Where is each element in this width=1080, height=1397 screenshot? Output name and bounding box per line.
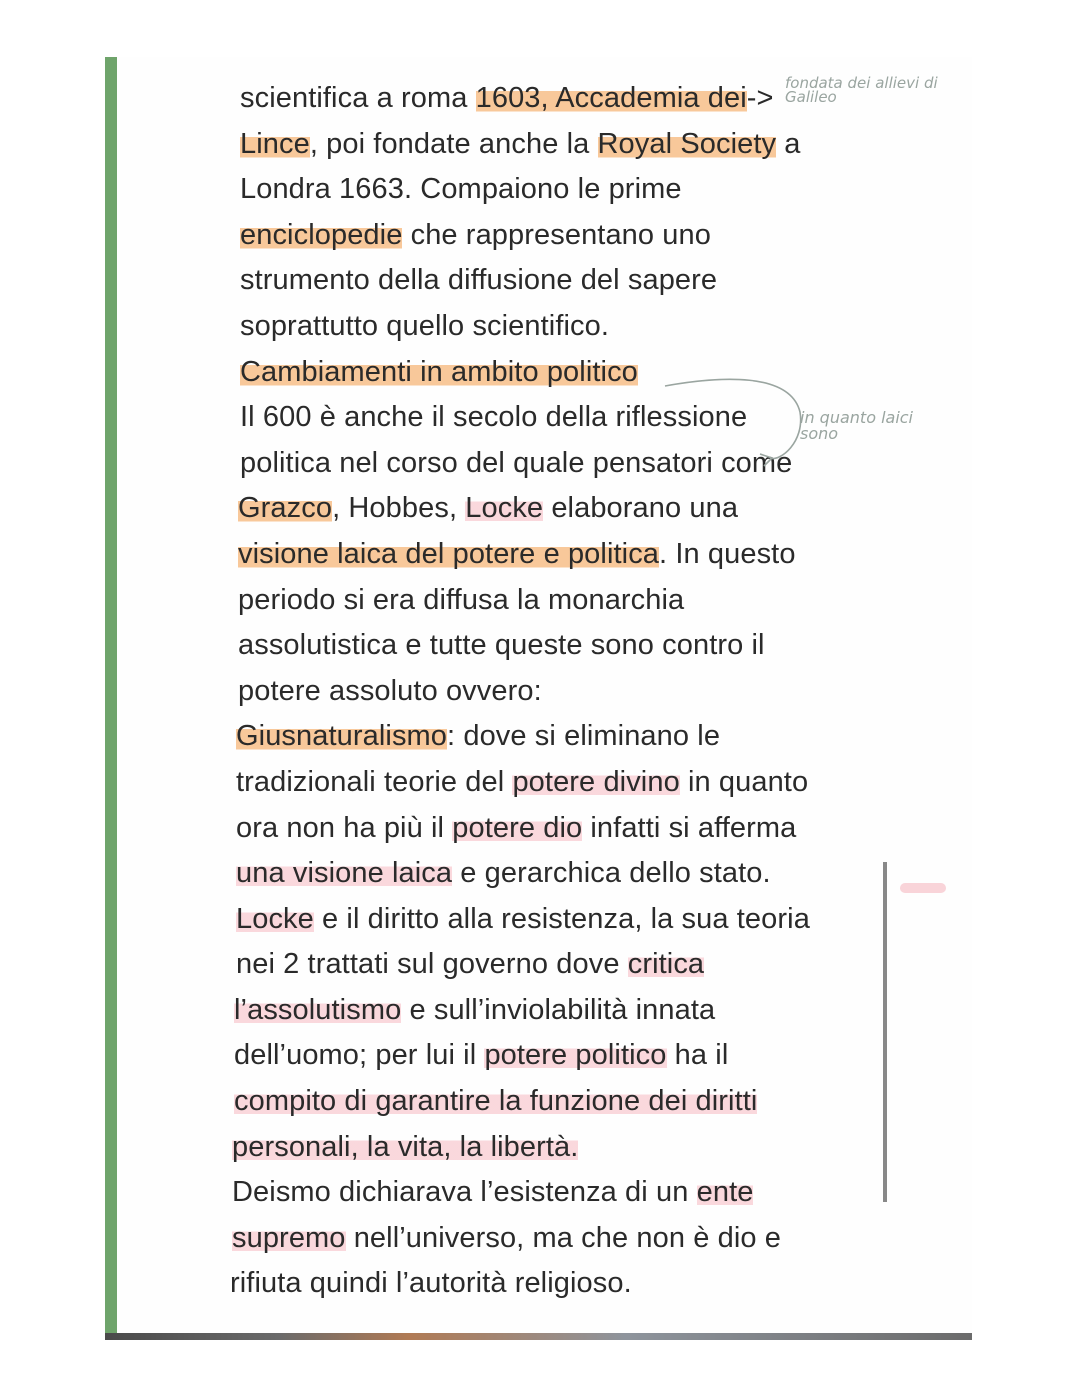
text-line: [234, 1079, 870, 1125]
text-segment: ->: [746, 82, 774, 114]
text-segment: infatti si afferma: [582, 811, 797, 844]
text-line: [240, 76, 870, 122]
text-line: [236, 851, 870, 897]
text-segment: . In questo: [659, 537, 796, 570]
text-segment: politica nel corso del quale pensatori come: [240, 446, 793, 479]
text-segment: e il diritto alla resistenza, la sua teoria: [313, 902, 810, 935]
highlighted-text: l’assolutismo: [234, 993, 402, 1026]
text-segment: strumento della diffusione del sapere: [240, 264, 718, 297]
margin-pink-mark: [900, 883, 946, 893]
text-segment: ora non ha più il: [236, 811, 453, 844]
text-segment: nei 2 trattati sul governo dove: [236, 948, 628, 981]
text-line: [232, 1170, 870, 1216]
text-line: [236, 942, 870, 988]
highlighted-text: supremo: [232, 1221, 346, 1254]
highlighted-text: 1603, Accademia dei: [475, 82, 747, 114]
highlighted-text: ente: [696, 1176, 754, 1209]
text-line: [234, 1033, 870, 1079]
text-line: [240, 122, 870, 168]
text-segment: che rappresentano uno: [402, 218, 711, 251]
highlighted-text: potere divino: [512, 765, 680, 798]
text-segment: , poi fondate anche la: [309, 127, 598, 160]
text-line: [240, 213, 870, 259]
text-segment: nell’universo, ma che non è dio e: [345, 1221, 781, 1254]
text-segment: Deismo dichiarava l’esistenza di un: [232, 1176, 697, 1209]
text-segment: dell’uomo; per lui il: [234, 1039, 485, 1072]
text-line: [232, 1125, 870, 1171]
text-line: [238, 623, 870, 669]
highlighted-text: Giusnaturalismo: [236, 720, 448, 753]
text-line: [240, 167, 870, 213]
handwritten-note-academy: fondata dei allievi di Galileo: [785, 74, 938, 106]
text-segment: in quanto: [679, 765, 809, 798]
text-line: [238, 578, 870, 624]
highlighted-text: critica: [627, 948, 705, 981]
highlighted-text: Locke: [465, 492, 544, 525]
highlighted-text: personali, la vita, la libertà.: [232, 1130, 579, 1163]
highlighted-text: visione laica del potere e politica: [238, 537, 660, 570]
highlighted-text: Locke: [236, 902, 314, 935]
text-segment: Londra 1663. Compaiono le prime: [240, 173, 682, 206]
text-line: [240, 304, 870, 350]
highlighted-text: potere politico: [484, 1039, 667, 1072]
text-line: [240, 258, 870, 304]
text-line: [232, 1216, 870, 1262]
text-segment: : dove si eliminano le: [447, 720, 721, 753]
text-segment: Il 600 è anche il secolo della riflessione: [240, 401, 748, 434]
note-text: [230, 76, 870, 1307]
text-line: [236, 806, 870, 852]
highlighted-text: Grazco: [238, 492, 333, 525]
text-segment: rifiuta quindi l’autorità religioso.: [230, 1267, 632, 1300]
handwritten-arrow: [660, 372, 810, 482]
highlighted-text: potere dio: [452, 811, 583, 844]
highlighted-text: una visione laica: [236, 857, 453, 890]
text-line: [238, 532, 870, 578]
highlighted-text: enciclopedie: [240, 218, 403, 251]
text-line: [238, 669, 870, 715]
text-segment: tradizionali teorie del: [236, 765, 513, 798]
highlighted-text: Royal Society: [597, 127, 777, 160]
text-segment: scientifica a roma: [240, 82, 476, 114]
text-segment: soprattutto quello scientifico.: [240, 309, 610, 342]
text-segment: potere assoluto ovvero:: [238, 674, 542, 707]
text-segment: assolutistica e tutte queste sono contro il: [238, 629, 765, 662]
text-segment: periodo si era diffusa la monarchia: [238, 583, 685, 616]
text-line: [236, 897, 870, 943]
text-segment: , Hobbes,: [332, 492, 466, 525]
handwritten-note-margin: in quanto laici sono: [800, 408, 913, 443]
green-background-band: [105, 57, 117, 1337]
margin-vertical-line: [883, 862, 887, 1202]
text-line: [238, 486, 870, 532]
text-segment: e gerarchica dello stato.: [452, 857, 771, 890]
text-segment: elaborano una: [543, 492, 739, 525]
paper-bottom-edge: [105, 1333, 972, 1340]
highlighted-text: Lince: [240, 127, 310, 160]
text-line: [234, 988, 870, 1034]
text-segment: e sull’inviolabilità innata: [401, 993, 716, 1026]
highlighted-text: compito di garantire la funzione dei diritti: [234, 1085, 758, 1118]
text-line: [236, 714, 870, 760]
text-line: [236, 760, 870, 806]
highlighted-text: Cambiamenti in ambito politico: [240, 355, 638, 388]
text-segment: ha il: [666, 1039, 729, 1072]
text-line: [230, 1261, 870, 1307]
text-segment: a: [776, 127, 801, 160]
